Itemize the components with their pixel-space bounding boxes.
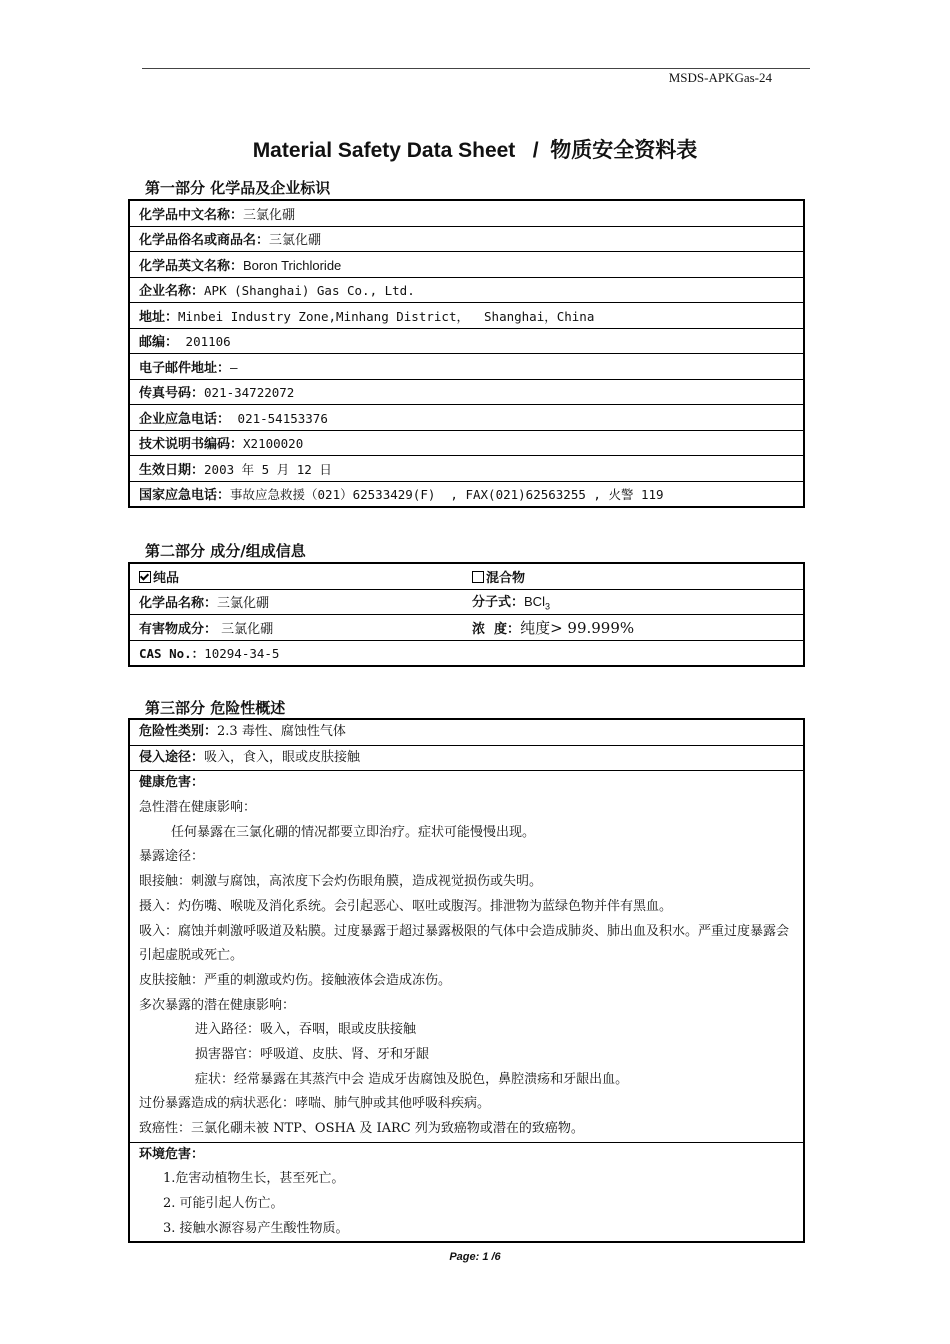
health-text-line: 暴露途径： xyxy=(139,849,205,865)
identification-row xyxy=(129,226,804,252)
identification-row xyxy=(129,430,804,456)
identification-cell xyxy=(129,481,804,507)
hazard-category-label: 危险性类别： xyxy=(139,724,218,739)
health-text-line: 摄入：灼伤嘴、喉咙及消化系统。会引起恶心、呕吐或腹泻。排泄物为蓝绿色物并伴有黑血。 xyxy=(139,898,673,914)
identification-cell xyxy=(129,430,804,456)
health-text-line: 急性潜在健康影响： xyxy=(139,800,257,816)
field-value: 201106 xyxy=(178,334,231,350)
field-value: APK (Shanghai) Gas Co., Ltd. xyxy=(204,283,415,299)
route-value: 吸入，食入，眼或皮肤接触 xyxy=(204,749,361,765)
chem-name-label: 化学品名称： xyxy=(139,596,218,612)
document-code: MSDS-APKGas-24 xyxy=(668,70,772,85)
field-value: 021-54153376 xyxy=(230,410,328,426)
chem-name-cell xyxy=(129,589,463,615)
section-1-heading: 第一部分 化学品及企业标识 xyxy=(145,179,331,197)
hazard-component-label: 有害物成分： xyxy=(139,621,218,637)
health-text-line: 皮肤接触：严重的刺激或灼伤。接触液体会造成冻伤。 xyxy=(139,972,452,988)
field-value: 021-34722072 xyxy=(204,385,295,401)
concentration-label: 浓 度： xyxy=(472,621,521,637)
section-3-heading: 第三部分 危险性概述 xyxy=(145,699,286,717)
field-label: 传真号码： xyxy=(139,386,205,402)
health-text-line: 多次暴露的潜在健康影响： xyxy=(139,997,296,1013)
cas-cell xyxy=(129,640,804,666)
section-2-heading: 第二部分 成分/组成信息 xyxy=(145,542,306,560)
route-row xyxy=(130,745,803,771)
health-text-line: 吸入：腐蚀并刺激呼吸道及粘膜。过度暴露于超过暴露极限的气体中会造成肺炎、肺出血及积水。严重过度暴露会引起虚脱或死亡。 xyxy=(139,923,790,964)
health-text-line: 眼接触：刺激与腐蚀，高浓度下会灼伤眼角膜，造成视觉损伤或失明。 xyxy=(139,874,543,890)
health-hazard-label: 健康危害： xyxy=(139,775,205,791)
field-label: 国家应急电话： xyxy=(139,488,231,504)
field-label: 邮编： xyxy=(139,335,179,351)
unchecked-box-icon xyxy=(472,571,484,583)
identification-table xyxy=(128,199,805,508)
field-value: Boron Trichloride xyxy=(243,257,342,273)
field-label: 化学品英文名称： xyxy=(139,258,244,274)
identification-row xyxy=(129,303,804,329)
identification-cell xyxy=(129,405,804,431)
environment-hazard-label: 环境危害： xyxy=(139,1146,205,1162)
field-value: X2100020 xyxy=(243,436,304,452)
health-hazard-section xyxy=(130,770,803,1141)
field-label: 企业名称： xyxy=(139,284,205,300)
field-value: 2003 年 5 月 12 日 xyxy=(204,461,332,477)
identification-cell xyxy=(129,354,804,380)
field-label: 技术说明书编码： xyxy=(139,437,244,453)
identification-row xyxy=(129,481,804,507)
identification-row xyxy=(129,456,804,482)
hazard-category-row xyxy=(130,720,803,745)
concentration-cell xyxy=(463,615,804,641)
health-text-line: 过份暴露造成的病状恶化：哮喘、肺气肿或其他呼吸科疾病。 xyxy=(139,1096,491,1112)
identification-row xyxy=(129,354,804,380)
identification-cell xyxy=(129,252,804,278)
formula-value: BCl xyxy=(524,594,545,610)
field-label: 化学品俗名或商品名： xyxy=(139,233,270,249)
identification-row xyxy=(129,277,804,303)
field-value: 三氯化硼 xyxy=(243,207,296,223)
field-label: 企业应急电话： xyxy=(139,411,231,427)
identification-cell xyxy=(129,277,804,303)
hazard-component-cell xyxy=(129,615,463,641)
health-text-line: 任何暴露在三氯化硼的情况都要立即治疗。症状可能慢慢出现。 xyxy=(171,824,536,840)
identification-row xyxy=(129,379,804,405)
identification-cell xyxy=(129,303,804,329)
field-value: Minbei Industry Zone,Minhang District， Shanghai，China xyxy=(178,308,595,324)
identification-row xyxy=(129,252,804,278)
pure-option xyxy=(129,563,463,589)
identification-cell xyxy=(129,456,804,482)
environment-text-line: 2. 可能引起人伤亡。 xyxy=(163,1196,284,1212)
field-label: 电子邮件地址： xyxy=(139,360,231,376)
hazard-category-value: 2.3 毒性、腐蚀性气体 xyxy=(217,724,346,739)
field-label: 地址： xyxy=(139,309,179,325)
cas-label: CAS No.： xyxy=(139,645,205,661)
health-text-line: 症状：经常暴露在其蒸汽中会 造成牙齿腐蚀及脱色，鼻腔溃疡和牙龈出血。 xyxy=(195,1071,629,1087)
concentration-value: 纯度> 99.999% xyxy=(520,618,635,637)
field-label: 化学品中文名称： xyxy=(139,207,244,223)
mixture-option xyxy=(463,563,804,589)
formula-subscript: 3 xyxy=(544,602,550,613)
page-title: Material Safety Data Sheet / 物质安全资料表 xyxy=(252,139,698,162)
health-text-line: 致癌性：三氯化硼未被 NTP、OSHA 及 IARC 列为致癌物或潜在的致癌物。 xyxy=(139,1121,584,1137)
pure-label: 纯品 xyxy=(153,570,180,586)
page-number: Page: 1 /6 xyxy=(449,1251,501,1263)
field-value: 三氯化硼 xyxy=(269,233,322,249)
identification-cell xyxy=(129,379,804,405)
identification-cell xyxy=(129,200,804,226)
route-label: 侵入途径： xyxy=(139,749,205,765)
health-text-line: 损害器官：呼吸道、皮肤、肾、牙和牙龈 xyxy=(195,1046,430,1062)
identification-row xyxy=(129,405,804,431)
formula-cell xyxy=(463,589,804,615)
hazard-component-value: 三氯化硼 xyxy=(217,621,274,637)
chem-name-value: 三氯化硼 xyxy=(217,596,270,612)
environment-hazard-section xyxy=(130,1142,803,1242)
environment-text-line: 1.危害动植物生长，甚至死亡。 xyxy=(163,1171,345,1187)
identification-cell xyxy=(129,226,804,252)
mixture-label: 混合物 xyxy=(486,570,526,586)
field-value: 事故应急救援（021）62533429(F) , FAX(021)62563255 , 火警 119 xyxy=(230,487,664,503)
field-value: — xyxy=(230,359,238,375)
identification-cell xyxy=(129,328,804,354)
cas-value: 10294-34-5 xyxy=(204,645,280,661)
formula-label: 分子式： xyxy=(472,595,525,611)
environment-text-line: 3. 接触水源容易产生酸性物质。 xyxy=(163,1220,349,1236)
field-label: 生效日期： xyxy=(139,462,205,478)
identification-row xyxy=(129,200,804,226)
header-rule xyxy=(142,68,810,69)
composition-table xyxy=(128,562,805,667)
hazard-overview-box xyxy=(128,718,805,1243)
checked-box-icon xyxy=(139,571,151,583)
health-text-line: 进入路径：吸入，吞咽，眼或皮肤接触 xyxy=(195,1022,417,1038)
identification-row xyxy=(129,328,804,354)
